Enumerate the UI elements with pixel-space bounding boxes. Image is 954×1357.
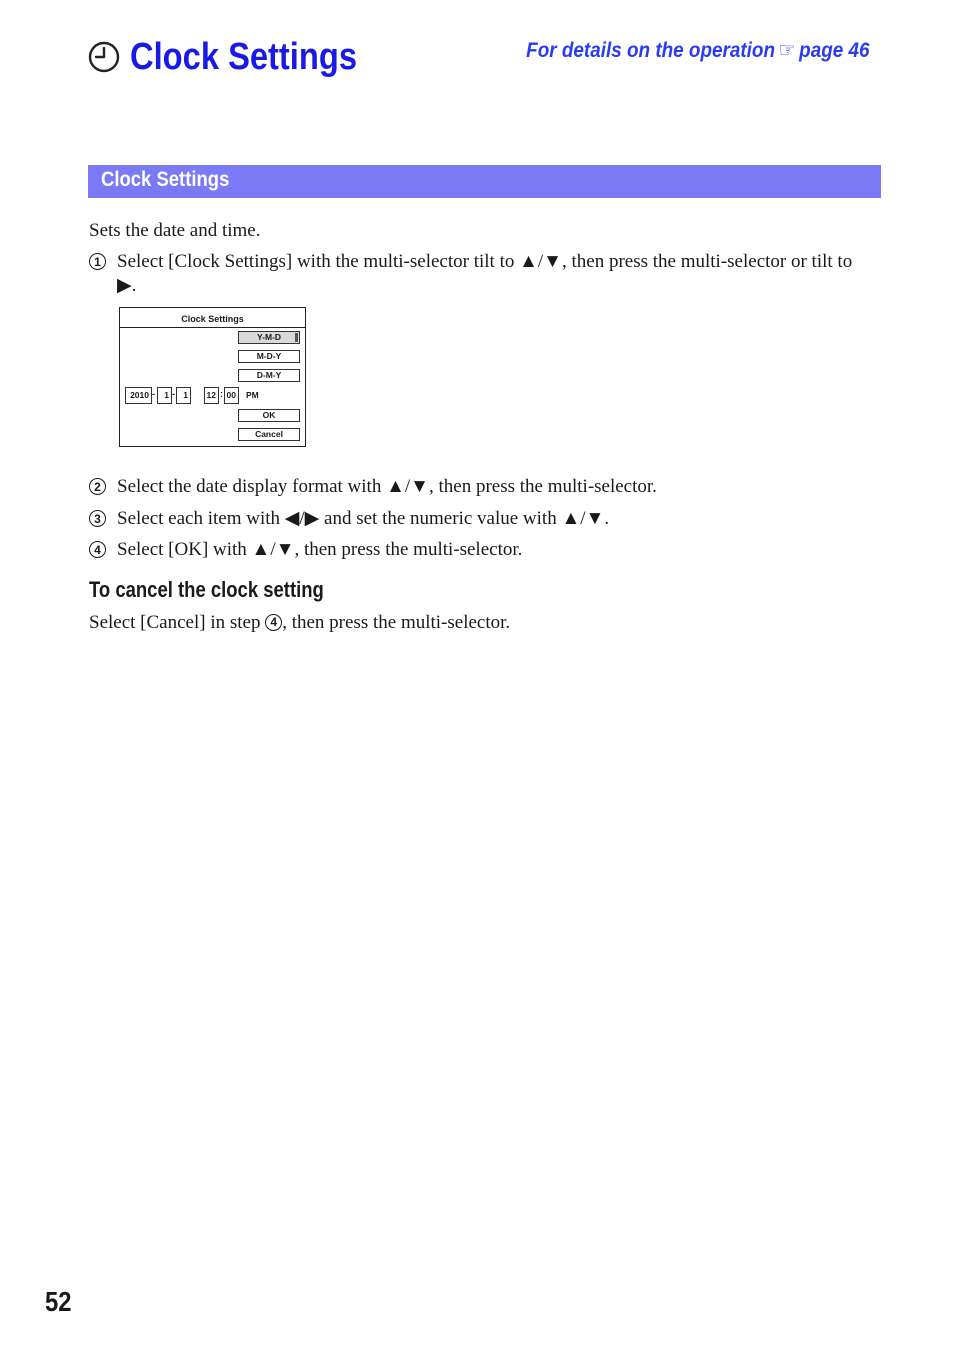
step-4 (89, 538, 522, 562)
step-number: 3 (89, 510, 106, 527)
minute-field[interactable]: 00 (224, 387, 239, 404)
time-separator: : (220, 389, 223, 399)
clock-settings-screen (119, 307, 306, 447)
cancel-text-before: Select [Cancel] in step (89, 612, 261, 633)
ok-button[interactable]: OK (238, 409, 300, 422)
screen-title: Clock Settings (120, 308, 305, 328)
details-ref-page: page 46 (799, 39, 870, 62)
section-title: Clock Settings (101, 168, 230, 191)
section-bar (88, 165, 881, 198)
step-text-continued: ▶. (117, 275, 137, 296)
cancel-button[interactable]: Cancel (238, 428, 300, 441)
intro-text: Sets the date and time. (89, 220, 261, 241)
page-number: 52 (45, 1286, 72, 1317)
details-ref-prefix: For details on the operation (526, 39, 776, 62)
step-text: Select [OK] with ▲/▼, then press the multi-selector. (117, 539, 523, 560)
year-field[interactable]: 2010 (125, 387, 152, 404)
cancel-text (89, 611, 510, 635)
page-header (88, 34, 394, 80)
clock-icon (88, 41, 120, 73)
step-text: Select each item with ◀/▶ and set the numeric value with ▲/▼. (117, 508, 610, 529)
step-3 (89, 507, 609, 531)
step-reference: 4 (265, 614, 282, 631)
step-number: 4 (89, 541, 106, 558)
cancel-text-after: , then press the multi-selector. (282, 612, 511, 633)
step-text: Select [Clock Settings] with the multi-selector tilt to ▲/▼, then press the multi-selector or tilt to (117, 251, 853, 272)
step-number: 2 (89, 478, 106, 495)
format-dmy-button[interactable]: D-M-Y (238, 369, 300, 382)
format-mdy-button[interactable]: M-D-Y (238, 350, 300, 363)
details-reference[interactable] (527, 38, 870, 63)
month-field[interactable]: 1 (157, 387, 172, 404)
format-ymd-button[interactable]: Y-M-D (238, 331, 300, 344)
step-text: Select the date display format with ▲/▼, then press the multi-selector. (117, 476, 657, 497)
cancel-heading: To cancel the clock setting (89, 577, 324, 602)
step-2 (89, 475, 657, 499)
step-number: 1 (89, 253, 106, 270)
day-field[interactable]: 1 (176, 387, 191, 404)
date-separator: - (152, 389, 155, 399)
pointing-hand-icon: ☞ (779, 39, 797, 62)
date-separator: - (172, 389, 175, 399)
hour-field[interactable]: 12 (204, 387, 219, 404)
page-title: Clock Settings (130, 35, 357, 78)
step-1 (89, 250, 852, 298)
ampm-indicator: PM (246, 390, 259, 400)
